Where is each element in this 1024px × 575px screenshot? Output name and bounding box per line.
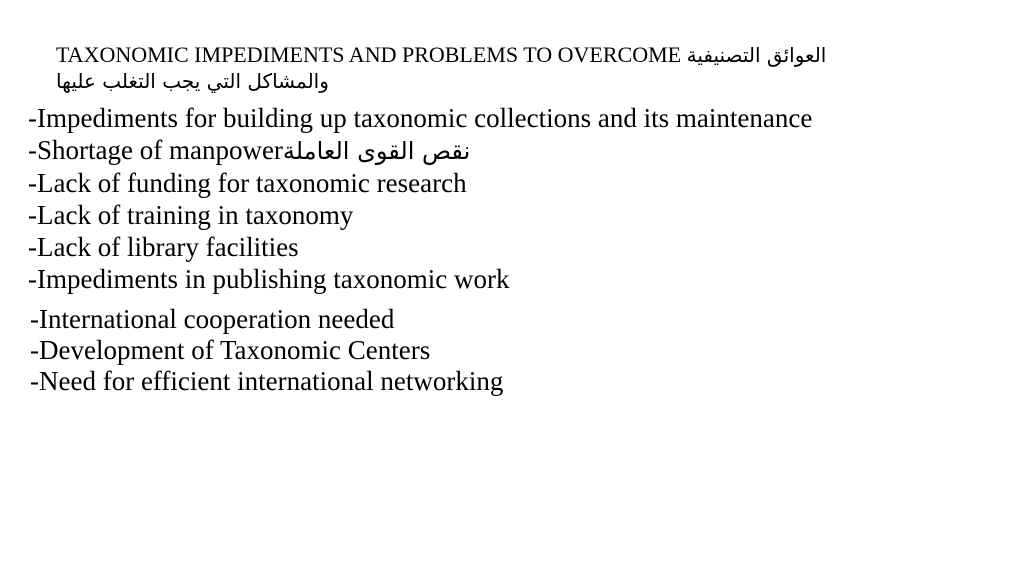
slide-title bbox=[56, 42, 956, 94]
title-arabic-part2: والمشاكل التي يجب التغلب عليها bbox=[56, 69, 329, 93]
impediment-item bbox=[28, 231, 998, 263]
solution-item: -Need for efficient international networking bbox=[30, 366, 504, 396]
impediment-text: -Shortage of manpower bbox=[28, 135, 283, 165]
title-arabic-part1: العوائق التصنيفية bbox=[686, 43, 827, 67]
impediment-item bbox=[28, 167, 998, 199]
impediment-text: -Lack of funding for taxonomic research bbox=[28, 168, 467, 198]
impediment-text: -Impediments for building up taxonomic collections and its maintenance bbox=[28, 103, 813, 133]
impediment-text: -Lack of training in taxonomy bbox=[28, 200, 354, 230]
impediment-item bbox=[28, 263, 998, 295]
solution-item: -Development of Taxonomic Centers bbox=[30, 335, 431, 365]
impediments-list bbox=[28, 102, 998, 295]
title-english: TAXONOMIC IMPEDIMENTS AND PROBLEMS TO OVERCOME bbox=[56, 42, 682, 67]
impediment-item bbox=[28, 134, 998, 167]
impediment-text: -Impediments in publishing taxonomic work bbox=[28, 264, 510, 294]
impediment-item bbox=[28, 102, 998, 134]
impediment-arabic-text: نقص القوى العاملة bbox=[282, 137, 471, 165]
title-line-1 bbox=[56, 42, 956, 68]
impediment-item bbox=[28, 199, 998, 231]
solution-item: -International cooperation needed bbox=[30, 304, 395, 334]
impediment-text: -Lack of library facilities bbox=[28, 232, 299, 262]
solutions-list bbox=[30, 304, 1000, 397]
title-line-2 bbox=[56, 68, 956, 94]
